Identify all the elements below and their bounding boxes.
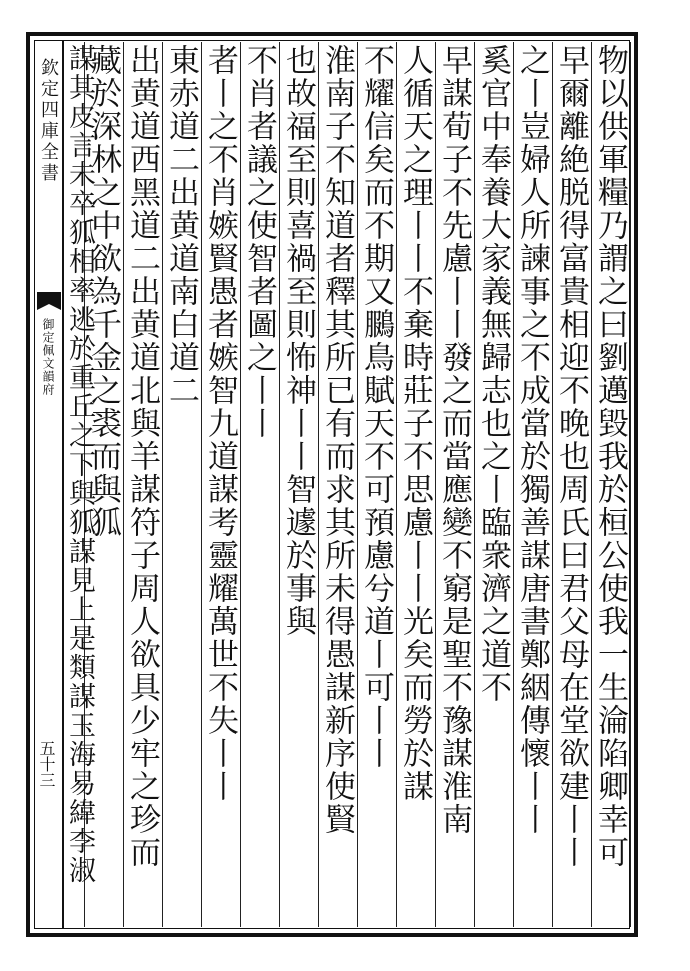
text-column: 出黄道西黑道二出黄道北與羊謀符子周人欲具少牢之珍而 — [124, 44, 160, 869]
text-column: 不耀信矣而不期又鵩鳥賦天不可預慮兮道丨可丨丨 — [358, 44, 394, 770]
text-column: 淮南子不知道者釋其所已有而求其所未得愚謀新序使賢 — [319, 44, 355, 836]
margin-title: 欽定四庫全書 — [38, 58, 59, 184]
margin-subtitle: 御定佩文韻府 — [41, 318, 55, 396]
text-column: 奚官中奉養大家義無歸志也之丨臨衆濟之道不 — [475, 44, 511, 704]
fish-tail-icon — [36, 292, 62, 310]
text-column: 者丨之不肖嫉賢愚者嫉智九道謀考靈耀萬世不失丨丨 — [202, 44, 238, 803]
text-column: 早爾離絶脱得富貴相迎不晚也周氏曰君父母在堂欲建丨丨 — [553, 44, 589, 869]
text-column: 人循天之理丨丨不棄時莊子不思慮丨丨光矣而勞於謀 — [397, 44, 433, 803]
text-column: 東赤道二出黄道南白道二 — [163, 44, 199, 407]
text-column: 早謀荀子不先慮丨丨發之而當應變不窮是聖不豫謀淮南 — [436, 44, 472, 836]
text-column: 也故福至則喜禍至則怖神丨丨智遽於事與 — [280, 44, 316, 638]
text-column: 不肖者議之使智者圖之丨丨 — [241, 44, 277, 440]
page-number: 五十三 — [37, 740, 56, 788]
text-column: 之丨豈婦人所諫事之不成當於獨善謀唐書鄭絪傳懷丨丨 — [514, 44, 550, 836]
text-column: 藏於深林之中欲為千金之裘而與狐 — [85, 44, 121, 539]
column-rule — [630, 42, 631, 927]
text-column: 謀其皮言未卒狐相率逃於重丘之下與狐謀見上是類謀玉海易緯李淑 — [64, 44, 95, 885]
text-column: 物以供軍糧乃謂之曰劉邁毀我於桓公使我一生淪陷卿幸可 — [592, 44, 628, 869]
